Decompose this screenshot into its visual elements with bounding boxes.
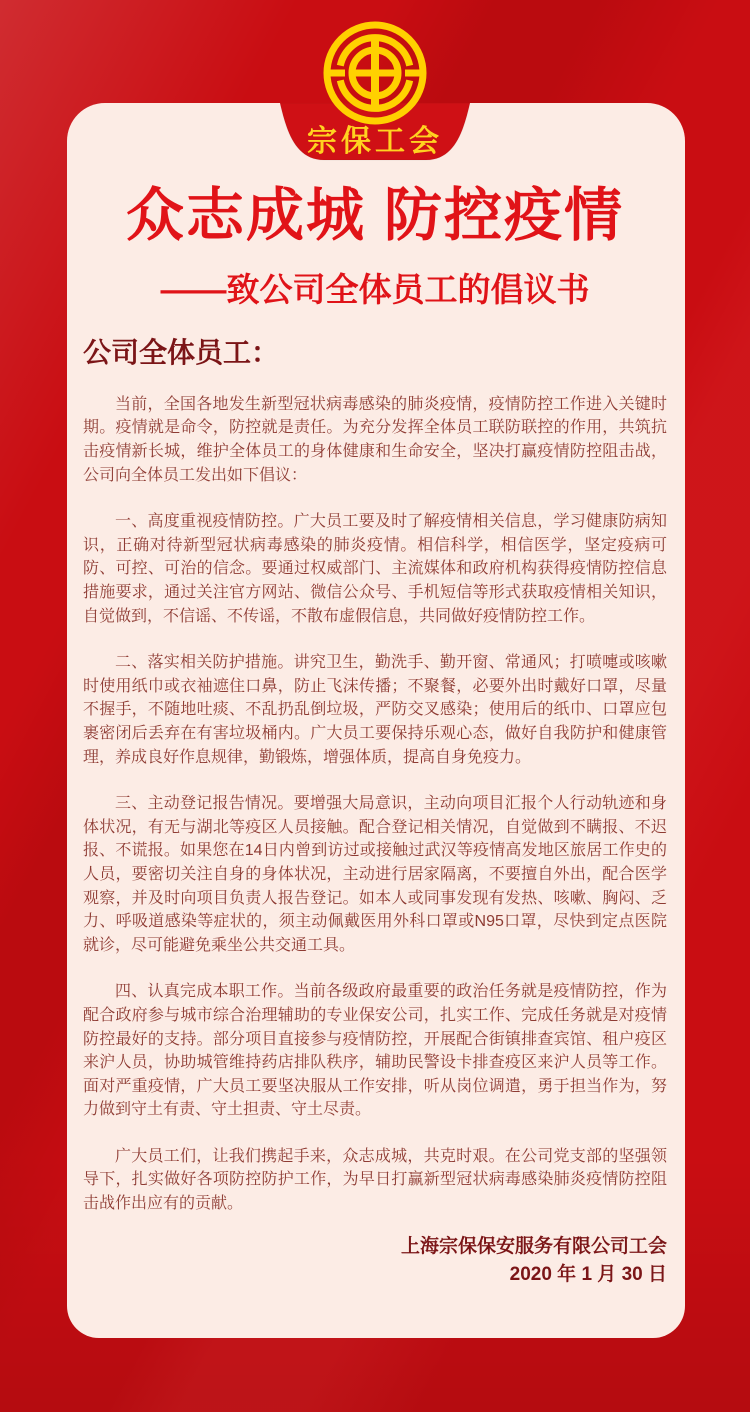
signature: 上海宗保保安服务有限公司工会: [400, 1235, 667, 1257]
paragraph-intro: 当前，全国各地发生新型冠状病毒感染的肺炎疫情，疫情防控工作进入关键时期。疫情就是命令，防控就是责任。为充分发挥全体员工联防联控的作用，共筑抗击疫情新长城，维护全体员工的身体健康和生命安全，坚决打赢疫情防控阻击战，公司向全体员工发出如下倡议：: [83, 395, 667, 484]
paragraph-1: 一、高度重视疫情防控。广大员工要及时了解疫情相关信息，学习健康防病知识，正确对待新型冠状病毒感染的肺炎疫情。相信科学，相信医学，坚定疫病可防、可控、可治的信念。要通过权威部门、主流媒体和政府机构获得疫情防控信息措施要求，通过关注官方网站、微信公众号、手机短信等形式获取疫情相关知识，自觉做到，不信谣、不传谣，不散布虚假信息，共同做好疫情防控工作。: [83, 513, 667, 625]
signature-block: [83, 1233, 667, 1289]
paragraph-3: 三、主动登记报告情况。要增强大局意识，主动向项目汇报个人行动轨迹和身体状况，有无与湖北等疫区人员接触。配合登记相关情况，自觉做到不瞒报、不迟报、不谎报。如果您在14日内曾到访过或接触过武汉等疫情高发地区旅居工作史的人员，要密切关注自身的身体状况，主动进行居家隔离，不要擅自外出，配合医学观察，并及时向项目负责人报告登记。如本人或同事发现有发热、咳嗽、胸闷、乏力、呼吸道感染等症状的，须主动佩戴医用外科口罩或N95口罩，尽快到定点医院就诊，尽可能避免乘坐公共交通工具。: [83, 795, 667, 954]
date: 2020 年 1 月 30 日: [509, 1263, 667, 1285]
paragraph-2: 二、落实相关防护措施。讲究卫生，勤洗手、勤开窗、常通风；打喷嚏或咳嗽时使用纸巾或衣袖遮住口鼻，防止飞沫传播；不聚餐，必要外出时戴好口罩，尽量不握手，不随地吐痰、不乱扔乱倒垃圾，严防交叉感染；使用后的纸巾、口罩应包裹密闭后丢弃在有害垃圾桶内。广大员工要保持乐观心态，做好自我防护和健康管理，养成良好作息规律，勤锻炼，增强体质，提高自身免疫力。: [83, 654, 667, 766]
page-title: 众志成城 防控疫情: [125, 183, 625, 248]
paragraph-4: 四、认真完成本职工作。当前各级政府最重要的政治任务就是疫情防控，作为配合政府参与城市综合治理辅助的专业保安公司，扎实工作、完成任务就是对疫情防控最好的支持。部分项目直接参与疫情防控，开展配合街镇排查宾馆、租户疫区来沪人员，协助城管维持药店排队秩序，辅助民警设卡排查疫区来沪人员等工作。面对严重疫情，广大员工要坚决服从工作安排，听从岗位调遣，勇于担当作为，努力做到守土有责、守土担责、守土尽责。: [83, 983, 667, 1119]
page-subtitle: ——致公司全体员工的倡议书: [160, 271, 590, 308]
salutation: 公司全体员工：: [83, 337, 280, 369]
union-name-label: 宗保工会: [307, 125, 443, 158]
union-logo-icon: [320, 18, 430, 128]
letter-body: [83, 393, 667, 1216]
letter-card: [67, 103, 685, 1338]
paragraph-closing: 广大员工们，让我们携起手来，众志成城，共克时艰。在公司党支部的坚强领导下，扎实做好各项防控防护工作，为早日打赢新型冠状病毒感染肺炎疫情防控阻击战作出应有的贡献。: [83, 1147, 667, 1213]
